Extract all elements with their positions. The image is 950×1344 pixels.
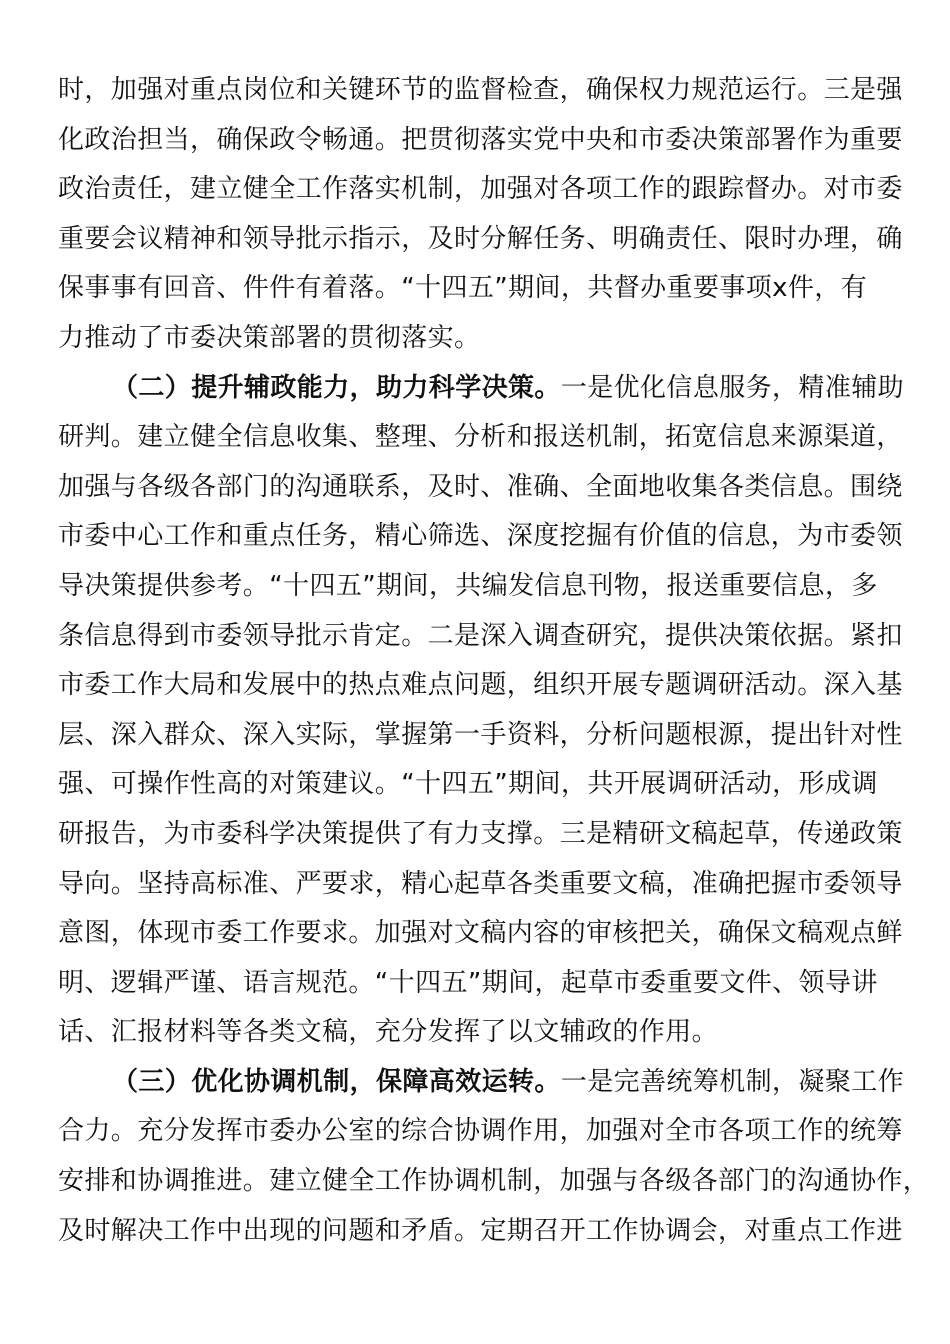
text-line: 重要会议精神和领导批示指示，及时分解任务、明确责任、限时办理，确 xyxy=(58,223,903,254)
text-line: 研判。建立健全信息收集、整理、分析和报送机制，拓宽信息来源渠道， xyxy=(58,422,903,453)
text-line: 研报告，为市委科学决策提供了有力支撑。三是精研文稿起草，传递政策 xyxy=(58,818,903,849)
text-line: 导向。坚持高标准、严要求，精心起草各类重要文稿，准确把握市委领导 xyxy=(58,868,903,899)
section-heading-line xyxy=(58,364,905,414)
text-line: 明、逻辑严谨、语言规范。“十四五”期间，起草市委重要文件、领导讲 xyxy=(58,967,878,998)
text-line: 政治责任，建立健全工作落实机制，加强对各项工作的跟踪督办。对市委 xyxy=(58,174,903,205)
text-line: 保事事有回音、件件有着落。“十四五”期间，共督办重要事项x件，有 xyxy=(58,273,868,304)
section-heading-3: （三）优化协调机制，保障高效运转。 xyxy=(112,1066,561,1097)
text-line: 导决策提供参考。“十四五”期间，共编发信息刊物，报送重要信息，多 xyxy=(58,570,878,601)
section-heading-2: （二）提升辅政能力，助力科学决策。 xyxy=(112,372,561,403)
text-line: 合力。充分发挥市委办公室的综合协调作用，加强对全市各项工作的统筹 xyxy=(58,1116,903,1147)
text-line: 时，加强对重点岗位和关键环节的监督检查，确保权力规范运行。三是强 xyxy=(58,75,903,105)
text-line: 化政治担当，确保政令畅通。把贯彻落实党中央和市委决策部署作为重要 xyxy=(58,124,903,155)
text-line: 强、可操作性高的对策建议。“十四五”期间，共开展调研活动，形成调 xyxy=(58,769,878,800)
text-line: 意图，体现市委工作要求。加强对文稿内容的审核把关，确保文稿观点鲜 xyxy=(58,918,903,949)
text-run: 一是优化信息服务，精准辅助 xyxy=(560,372,905,403)
text-line: 安排和协调推进。建立健全工作协调机制，加强与各级各部门的沟通协作， xyxy=(58,1166,930,1197)
text-run: 一是完善统筹机制，凝聚工作 xyxy=(560,1066,905,1097)
text-line: 力推动了市委决策部署的贯彻落实。 xyxy=(58,322,481,353)
text-line: 市委工作大局和发展中的热点难点问题，组织开展专题调研活动。深入基 xyxy=(58,670,903,701)
text-line: 话、汇报材料等各类文稿，充分发挥了以文辅政的作用。 xyxy=(58,1017,719,1048)
text-line: 层、深入群众、深入实际，掌握第一手资料，分析问题根源，提出针对性 xyxy=(58,719,903,750)
section-heading-line xyxy=(58,1058,905,1108)
document-body xyxy=(58,66,930,1256)
text-line: 及时解决工作中出现的问题和矛盾。定期召开工作协调会，对重点工作进 xyxy=(58,1215,903,1246)
text-line: 市委中心工作和重点任务，精心筛选、深度挖掘有价值的信息，为市委领 xyxy=(58,521,903,552)
text-line: 加强与各级各部门的沟通联系，及时、准确、全面地收集各类信息。围绕 xyxy=(58,471,903,502)
text-line: 条信息得到市委领导批示肯定。二是深入调查研究，提供决策依据。紧扣 xyxy=(58,620,903,651)
